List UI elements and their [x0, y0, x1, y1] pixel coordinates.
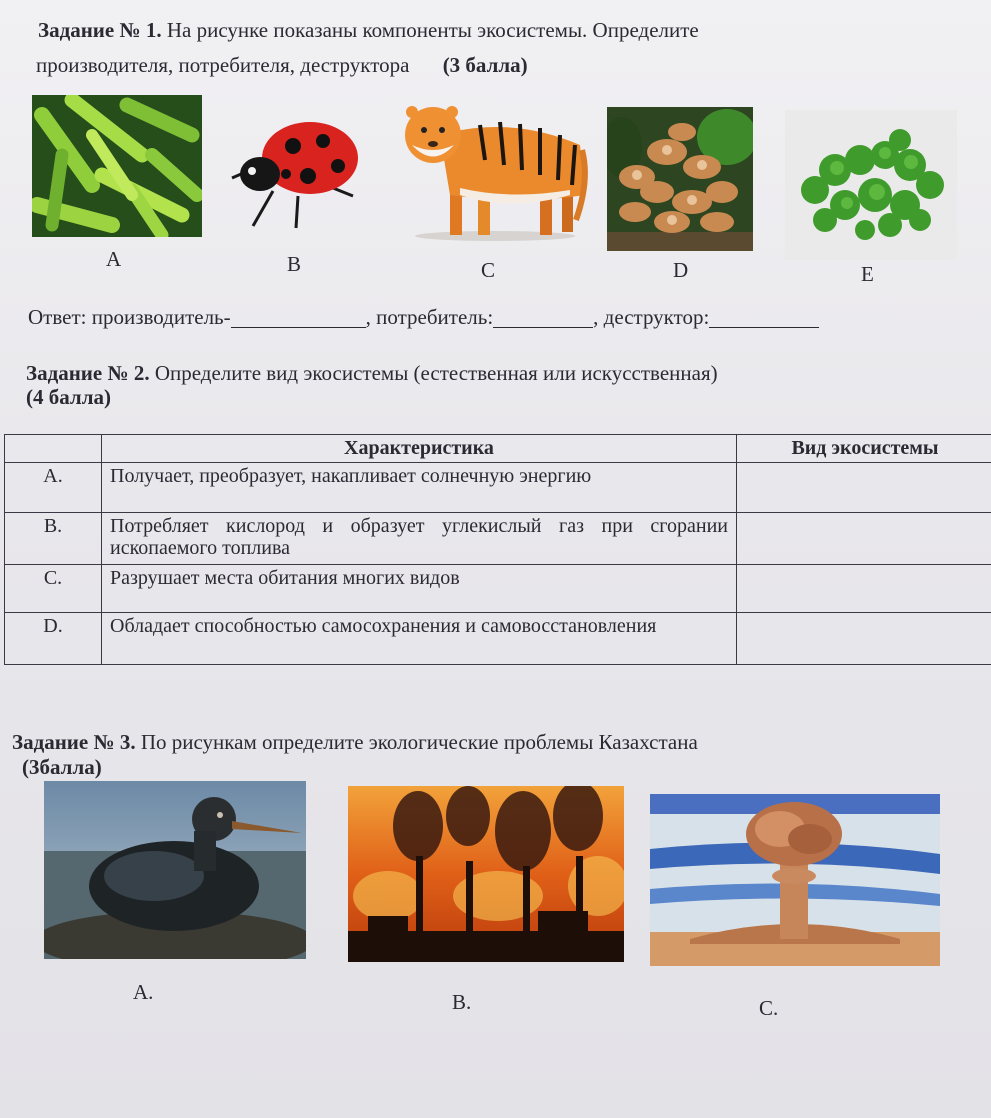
nuclear-explosion-label: C.	[759, 996, 779, 1020]
row-answer-cell[interactable]	[737, 463, 991, 513]
answer-producer-label: Ответ: производитель-	[28, 305, 231, 329]
nuclear-explosion-image	[650, 794, 940, 966]
row-label: B.	[5, 513, 102, 565]
row-answer-cell[interactable]	[737, 565, 991, 613]
task1-title-line1	[38, 18, 699, 43]
ladybug-image	[228, 116, 368, 236]
tiger-image	[400, 100, 590, 242]
row-characteristic: Потребляет кислород и образует углекислый газ при сгорании ископаемого топлива	[102, 513, 737, 565]
task1-title-line2	[36, 53, 528, 78]
header-characteristic: Характеристика	[102, 435, 737, 463]
row-characteristic: Обладает способностью самосохранения и самовосстановления	[102, 613, 737, 665]
mushrooms-label: D	[673, 258, 689, 282]
task3-title-line	[12, 730, 698, 755]
table-row	[5, 513, 991, 565]
bacteria-image	[32, 95, 202, 237]
bacteria-label: A	[106, 247, 122, 271]
table-header-row	[5, 435, 991, 463]
task3-points: (3балла)	[22, 755, 102, 779]
table-row	[5, 463, 991, 513]
task2-points: (4 балла)	[26, 385, 111, 409]
task1-heading: Задание № 1.	[38, 18, 162, 42]
task2-title-line	[26, 361, 718, 386]
answer-decomposer-label: , деструктор:	[593, 305, 710, 329]
task3-heading: Задание № 3.	[12, 730, 136, 754]
task1-points: (3 балла)	[442, 53, 528, 77]
ladybug-label: B	[287, 252, 302, 276]
row-label: C.	[5, 565, 102, 613]
factory-smoke-label: B.	[452, 990, 472, 1014]
row-answer-cell[interactable]	[737, 613, 991, 665]
factory-smoke-image	[348, 786, 624, 962]
row-label: A.	[5, 463, 102, 513]
table-row	[5, 565, 991, 613]
answer-producer-blank[interactable]	[231, 309, 366, 328]
mushrooms-image	[607, 107, 753, 251]
green-plant-image	[785, 110, 957, 260]
task2-heading: Задание № 2.	[26, 361, 150, 385]
row-characteristic: Разрушает места обитания многих видов	[102, 565, 737, 613]
answer-consumer-label: , потребитель:	[365, 305, 494, 329]
oil-covered-bird-image	[44, 781, 306, 959]
task3-text: По рисункам определите экологические проблемы Казахстана	[140, 730, 698, 754]
answer-decomposer-blank[interactable]	[709, 309, 819, 328]
row-answer-cell[interactable]	[737, 513, 991, 565]
green-plant-label: E	[861, 262, 874, 286]
task1-text-line2: производителя, потребителя, деструктора	[36, 53, 410, 77]
row-characteristic: Получает, преобразует, накапливает солнечную энергию	[102, 463, 737, 513]
ecosystem-table	[4, 434, 991, 665]
task1-text-line1: На рисунке показаны компоненты экосистемы. Определите	[166, 18, 699, 42]
task1-answer-line	[28, 305, 819, 330]
tiger-label: C	[481, 258, 496, 282]
row-label: D.	[5, 613, 102, 665]
answer-consumer-blank[interactable]	[493, 309, 593, 328]
table-row	[5, 613, 991, 665]
oil-bird-label: A.	[133, 980, 154, 1004]
task2-text: Определите вид экосистемы (естественная или искусственная)	[154, 361, 718, 385]
header-ecosystem-type: Вид экосистемы	[737, 435, 991, 463]
